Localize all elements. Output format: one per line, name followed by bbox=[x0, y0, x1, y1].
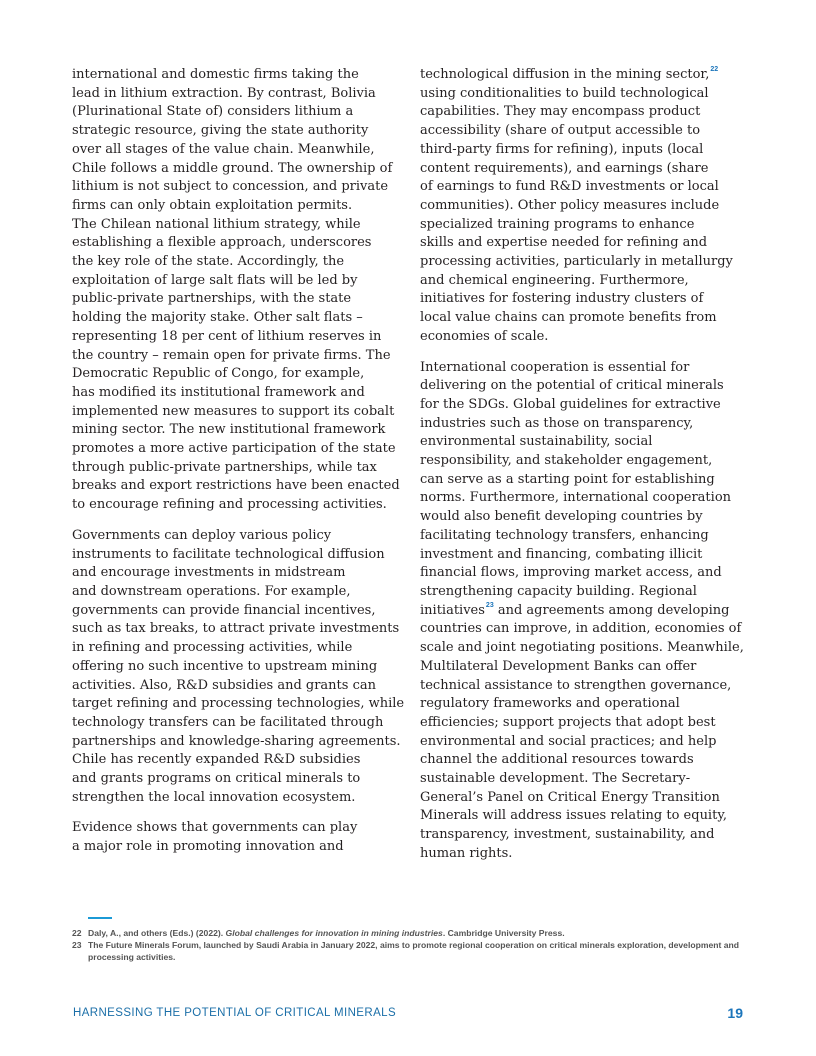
text-line: would also benefit developing countries by bbox=[420, 509, 703, 525]
page-number: 19 bbox=[727, 1005, 743, 1021]
text-line: specialized training programs to enhance bbox=[420, 216, 695, 232]
text-line: and chemical engineering. Furthermore, bbox=[420, 272, 689, 288]
text-line: initiatives for fostering industry clusters of bbox=[420, 291, 704, 307]
text-line: investment and financing, combating illicit bbox=[420, 546, 703, 562]
footnote-23 bbox=[72, 940, 744, 963]
text-line: the key role of the state. Accordingly, the bbox=[72, 254, 345, 270]
text-line: industries such as those on transparency, bbox=[420, 415, 694, 431]
text-line: international and domestic firms taking the bbox=[72, 67, 359, 82]
text-line: a major role in promoting innovation and bbox=[72, 839, 344, 855]
paragraph-lithium-governance bbox=[72, 66, 400, 515]
text-line: accessibility (share of output accessible to bbox=[420, 123, 701, 139]
text-line: delivering on the potential of critical minerals bbox=[420, 378, 724, 394]
text-line: environmental and social practices; and help bbox=[420, 733, 717, 749]
text-line: efficiencies; support projects that adopt best bbox=[420, 714, 716, 730]
text-line: using conditionalities to build technological bbox=[420, 85, 709, 101]
text-line: and grants programs on critical minerals to bbox=[72, 771, 361, 787]
text-line: breaks and export restrictions have been enacted bbox=[72, 478, 400, 494]
text-line: capabilities. They may encompass product bbox=[420, 104, 701, 120]
footnote-number: 23 bbox=[72, 940, 82, 951]
text-line: scale and joint negotiating positions. Meanwhile, bbox=[420, 640, 744, 656]
text-line: Evidence shows that governments can play bbox=[72, 820, 358, 836]
text-line: communities). Other policy measures include bbox=[420, 197, 720, 213]
text-line: The Chilean national lithium strategy, while bbox=[72, 216, 361, 232]
text-line: technical assistance to strengthen governance, bbox=[420, 677, 732, 693]
text-line: mining sector. The new institutional framework bbox=[72, 422, 386, 438]
text-line: Multilateral Development Banks can offer bbox=[420, 658, 697, 674]
running-footer-title: HARNESSING THE POTENTIAL OF CRITICAL MINERALS bbox=[73, 1007, 397, 1019]
paragraph-lines bbox=[420, 359, 748, 602]
text-line: strategic resource, giving the state authority bbox=[72, 123, 369, 139]
text-line: technology transfers can be facilitated through bbox=[72, 714, 384, 730]
paragraph-lines bbox=[420, 85, 748, 347]
footnote-divider bbox=[88, 917, 112, 919]
text-line: lithium is not subject to concession, and private bbox=[72, 179, 389, 195]
text-line: countries can improve, in addition, economies of bbox=[420, 621, 742, 637]
text-line: economies of scale. bbox=[420, 328, 549, 344]
text-line: environmental sustainability, social bbox=[420, 434, 653, 450]
text-line: target refining and processing technologies, while bbox=[72, 696, 405, 712]
text-line: holding the majority stake. Other salt flats – bbox=[72, 310, 363, 326]
footnote-text: Daly, A., and others (Eds.) (2022). Global challenges for innovation in mining industries. Cambridge University Press. bbox=[88, 928, 565, 938]
paragraph-policy-instruments bbox=[72, 527, 405, 808]
paragraph-evidence bbox=[72, 819, 400, 856]
text-line: Minerals will address issues relating to equity, bbox=[420, 808, 728, 824]
text-line: to encourage refining and processing activities. bbox=[72, 497, 387, 513]
text-line: facilitating technology transfers, enhancing bbox=[420, 527, 709, 543]
text-line: public-private partnerships, with the state bbox=[72, 291, 352, 307]
text-line: third-party firms for refining), inputs (local bbox=[420, 141, 704, 157]
text-line: Chile has recently expanded R&D subsidies bbox=[72, 752, 361, 768]
text-line: lead in lithium extraction. By contrast, Bolivia bbox=[72, 85, 376, 101]
text-line: for the SDGs. Global guidelines for extractive bbox=[420, 396, 721, 412]
paragraph-technological-diffusion bbox=[420, 66, 748, 347]
text-line: has modified its institutional framework and bbox=[72, 384, 365, 400]
text-line: and downstream operations. For example, bbox=[72, 583, 351, 599]
text-line: partnerships and knowledge-sharing agreements. bbox=[72, 733, 401, 749]
text-line: over all stages of the value chain. Meanwhile, bbox=[72, 141, 375, 157]
footnote-22 bbox=[72, 928, 744, 939]
text-line: strengthening capacity building. Regional bbox=[420, 583, 697, 599]
text-line: responsibility, and stakeholder engagement, bbox=[420, 453, 713, 469]
paragraph-international-cooperation bbox=[420, 359, 748, 864]
right-column bbox=[420, 66, 748, 876]
text-line: channel the additional resources towards bbox=[420, 752, 694, 768]
text-line: in refining and processing activities, while bbox=[72, 640, 353, 656]
text-line: Governments can deploy various policy bbox=[72, 527, 332, 543]
text-line: (Plurinational State of) considers lithium a bbox=[72, 104, 354, 120]
text-line: of earnings to fund R&D investments or local bbox=[420, 179, 719, 195]
text-line: promotes a more active participation of the state bbox=[72, 441, 396, 457]
paragraph-lines bbox=[420, 620, 748, 863]
text-line: the country – remain open for private firms. The bbox=[72, 347, 391, 363]
text-line: norms. Furthermore, international cooperation bbox=[420, 490, 732, 506]
text-line: transparency, investment, sustainability, and bbox=[420, 827, 715, 843]
text-line: activities. Also, R&D subsidies and grants can bbox=[72, 677, 376, 693]
text-line: financial flows, improving market access, and bbox=[420, 565, 722, 581]
text-line: local value chains can promote benefits from bbox=[420, 310, 717, 326]
footnote-number: 22 bbox=[72, 928, 82, 938]
text-line: such as tax breaks, to attract private investments bbox=[72, 621, 400, 637]
text-line: firms can only obtain exploitation permits. bbox=[72, 197, 353, 213]
text-line: content requirements), and earnings (share bbox=[420, 160, 709, 176]
text-line: International cooperation is essential for bbox=[420, 359, 690, 375]
text-line: can serve as a starting point for establishing bbox=[420, 471, 715, 487]
text-line: General’s Panel on Critical Energy Transition bbox=[420, 789, 720, 805]
text-line: through public-private partnerships, while tax bbox=[72, 459, 377, 475]
text-line: exploitation of large salt flats will be led by bbox=[72, 272, 358, 288]
text-line: offering no such incentive to upstream mining bbox=[72, 658, 378, 674]
text-line: and encourage investments in midstream bbox=[72, 565, 346, 581]
text-line: implemented new measures to support its cobalt bbox=[72, 403, 395, 419]
text-line: representing 18 per cent of lithium reserves in bbox=[72, 328, 382, 344]
text-line: technological diffusion in the mining sector,$^{22}$ bbox=[420, 66, 719, 82]
footnote-ref-23[interactable]: 23 bbox=[485, 601, 494, 609]
text-line: Chile follows a middle ground. The ownership of bbox=[72, 160, 393, 176]
text-line: establishing a flexible approach, underscores bbox=[72, 235, 372, 251]
text-line: human rights. bbox=[420, 845, 513, 861]
footnote-source-title: Global challenges for innovation in mining industries bbox=[225, 928, 443, 938]
text-line: strengthen the local innovation ecosystem. bbox=[72, 789, 356, 805]
footnotes bbox=[72, 928, 744, 964]
text-line: instruments to facilitate technological diffusion bbox=[72, 546, 385, 562]
text-line: skills and expertise needed for refining and bbox=[420, 235, 708, 251]
text-line: initiatives$^{23}$ and agreements among developing bbox=[420, 601, 730, 618]
text-line: sustainable development. The Secretary- bbox=[420, 771, 691, 787]
text-line: processing activities, particularly in metallurgy bbox=[420, 254, 733, 270]
text-line: regulatory frameworks and operational bbox=[420, 696, 680, 712]
left-column bbox=[72, 66, 405, 869]
text-line: Democratic Republic of Congo, for example, bbox=[72, 366, 365, 382]
footnote-ref-22[interactable]: 22 bbox=[710, 66, 719, 73]
text-line: governments can provide financial incentives, bbox=[72, 602, 376, 618]
footnote-text: The Future Minerals Forum, launched by Saudi Arabia in January 2022, aims to promote regional cooperation on critical minerals exploration, development and processing activities. bbox=[88, 940, 740, 962]
